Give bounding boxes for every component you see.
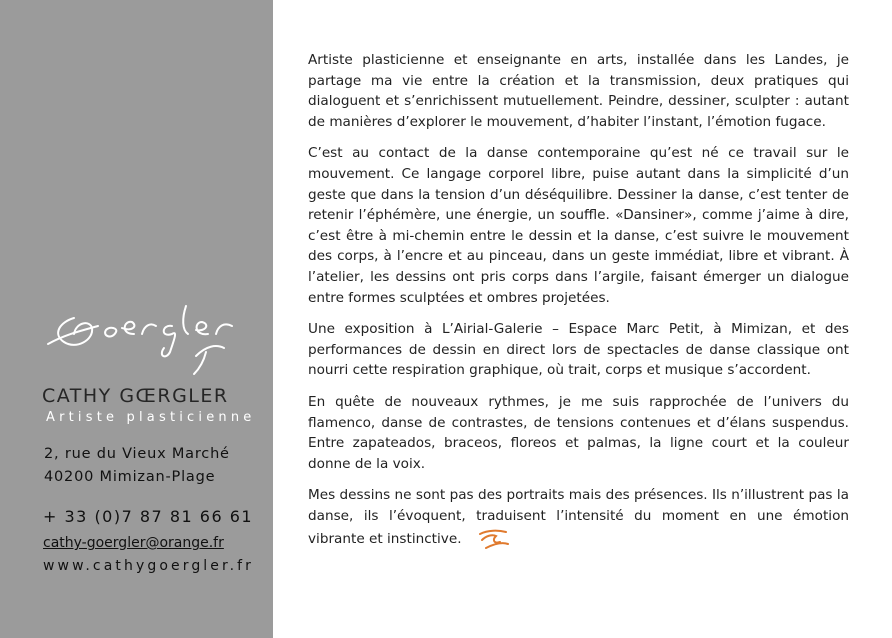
email-link[interactable]: cathy-goergler@orange.fr	[43, 535, 224, 551]
paragraph-3: Une exposition à L’Airial-Galerie – Espace Marc Petit, à Mimizan, et des performances de dessin en direct lors de spectacles de danse classique ont nourri cette respiration graphique, où trait, corps et musique s’accordent.	[308, 321, 849, 379]
address-line-2: 40200 Mimizan-Plage	[44, 469, 216, 485]
biography-text	[308, 50, 849, 563]
paragraph-5: Mes dessins ne sont pas des portraits mais des présences. Ils n’illustrent pas la danse, ils l’évoquent, traduisent l’intensité du moment en une émotion vibrante et instinctive.	[308, 487, 849, 548]
sidebar	[0, 0, 273, 638]
website-link[interactable]: www.cathygoergler.fr	[43, 558, 255, 574]
signature-logo-icon	[46, 300, 246, 378]
artist-name: CATHY GŒRGLER	[42, 385, 229, 407]
orange-flourish-icon	[476, 526, 512, 552]
address-line-1: 2, rue du Vieux Marché	[44, 446, 230, 462]
paragraph-2: C’est au contact de la danse contemporaine qu’est né ce travail sur le mouvement. Ce langage corporel libre, puise autant dans la simplicité d’un geste que dans la tension d’un déséquilibre. Dessiner la danse, c’est tenter de retenir l’éphémère, une énergie, un souffle. «Dansiner», comme j’aime à dire, c’est être à mi-chemin entre le dessin et la danse, c’est suivre le mouvement des corps, à l’encre et au pinceau, dans un geste immédiat, libre et vibrant. À l’atelier, les dessins ont pris corps dans l’argile, faisant émerger un dialogue entre formes sculptées et ombres projetées.	[308, 145, 849, 306]
phone-number[interactable]: + 33 (0)7 87 81 66 61	[43, 507, 254, 526]
paragraph-1: Artiste plasticienne et enseignante en arts, installée dans les Landes, je partage ma vie entre la création et la transmission, deux pratiques qui dialoguent et s’enrichissent mutuellement. Peindre, dessiner, sculpter : autant de manières d’explorer le mouvement, d’habiter l’instant, l’émotion fugace.	[308, 52, 849, 130]
paragraph-4: En quête de nouveaux rythmes, je me suis rapprochée de l’univers du flamenco, danse de contrastes, de tensions contenues et d’élans suspendus. Entre zapateados, braceos, floreos et palmas, la ligne court et la couleur donne de la voix.	[308, 393, 849, 472]
paragraph-5-wrapper	[308, 485, 849, 552]
artist-role: Artiste plasticienne	[46, 410, 256, 425]
